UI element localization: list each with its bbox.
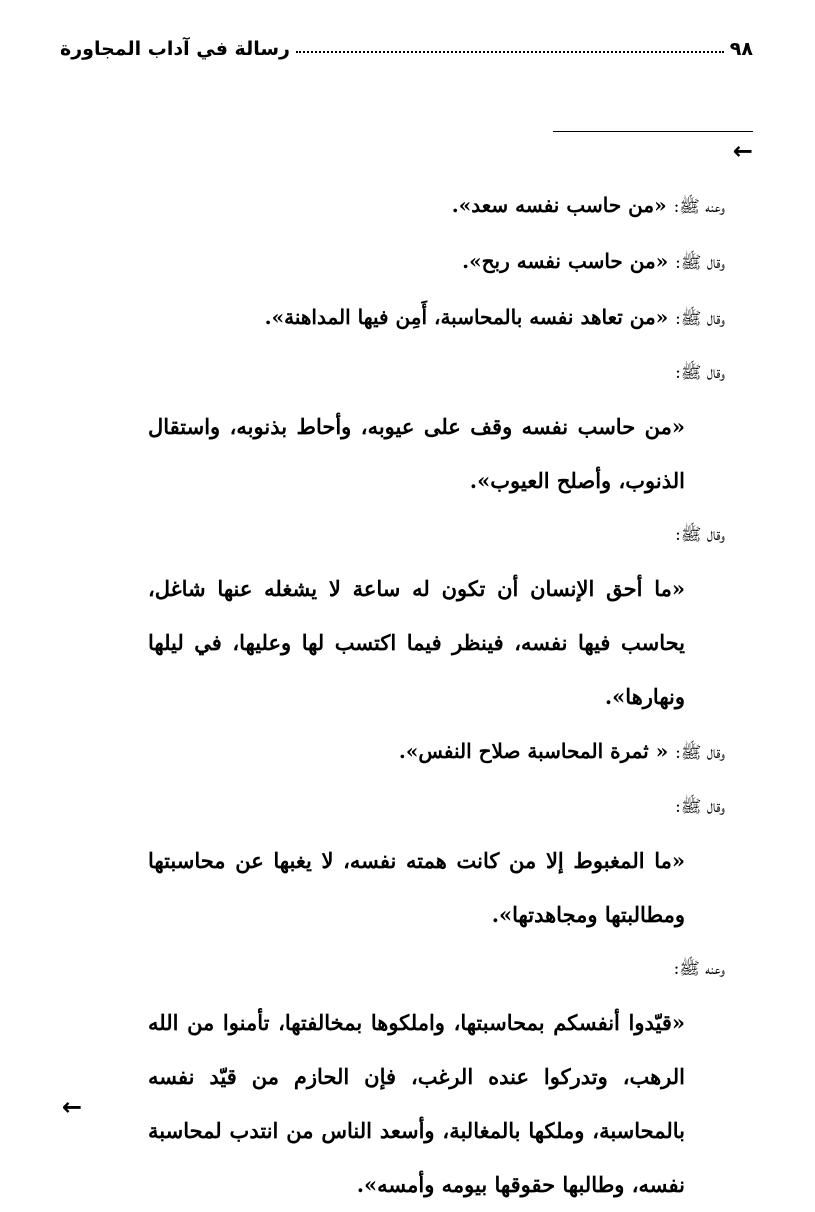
hadith-text: « ثمرة المحاسبة صلاح النفس».	[398, 739, 669, 763]
hadith-text: «ما المغبوط إلا من كانت همته نفسه، لا يغبها عن محاسبتها ومطالبتها ومجاهدتها».	[148, 848, 685, 927]
narration-intro: وعنه ﷺ:	[673, 197, 725, 217]
hadith-text: «من حاسب نفسه سعد».	[451, 193, 667, 217]
hadith-entry	[148, 234, 725, 290]
hadith-text: «قيّدوا أنفسكم بمحاسبتها، واملكوها بمخالفتها، تأمنوا من الله الرهب، وتدركوا عنده الرغب، فإن الحازم من قيّد نفسه بالمحاسبة، وملكها بالمغالبة، وأسعد الناس من انتدب لمحاسبة نفسه، وطالبها حقوقها بيومه وأمسه».	[148, 1010, 685, 1197]
continuation-arrow-icon: ←	[732, 137, 753, 165]
hadith-entry	[148, 290, 725, 346]
hadith-text: «من حاسب نفسه ربح».	[462, 249, 669, 273]
continuation-rule	[553, 131, 753, 132]
page-body	[148, 178, 725, 1212]
continuation-arrow-icon: ←	[62, 1093, 83, 1121]
hadith-entry	[148, 724, 725, 780]
narration-intro: وقال ﷺ:	[675, 363, 725, 383]
book-title: رسالة في آداب المجاورة	[60, 38, 290, 60]
narration-intro: وقال ﷺ:	[675, 525, 725, 545]
narration-intro: وقال ﷺ:	[675, 309, 725, 329]
narration-intro: وقال ﷺ:	[675, 743, 725, 763]
narration-intro: وقال ﷺ:	[675, 797, 725, 817]
narration-intro: وعنه ﷺ:	[673, 959, 725, 979]
header-leader-dots	[296, 51, 724, 53]
hadith-entry	[148, 178, 725, 234]
hadith-text: «من تعاهد نفسه بالمحاسبة، أَمِن فيها المداهنة».	[264, 305, 669, 329]
hadith-text: «من حاسب نفسه وقف على عيوبه، وأحاط بذنوبه، واستقال الذنوب، وأصلح العيوب».	[148, 414, 685, 493]
hadith-text: «ما أحق الإنسان أن تكون له ساعة لا يشغله عنها شاغل، يحاسب فيها نفسه، فينظر فيما اكتسب لها وعليها، في ليلها ونهارها».	[148, 576, 685, 709]
page-number: ٩٨	[729, 38, 753, 60]
running-header	[60, 28, 753, 60]
narration-intro: وقال ﷺ:	[675, 253, 725, 273]
